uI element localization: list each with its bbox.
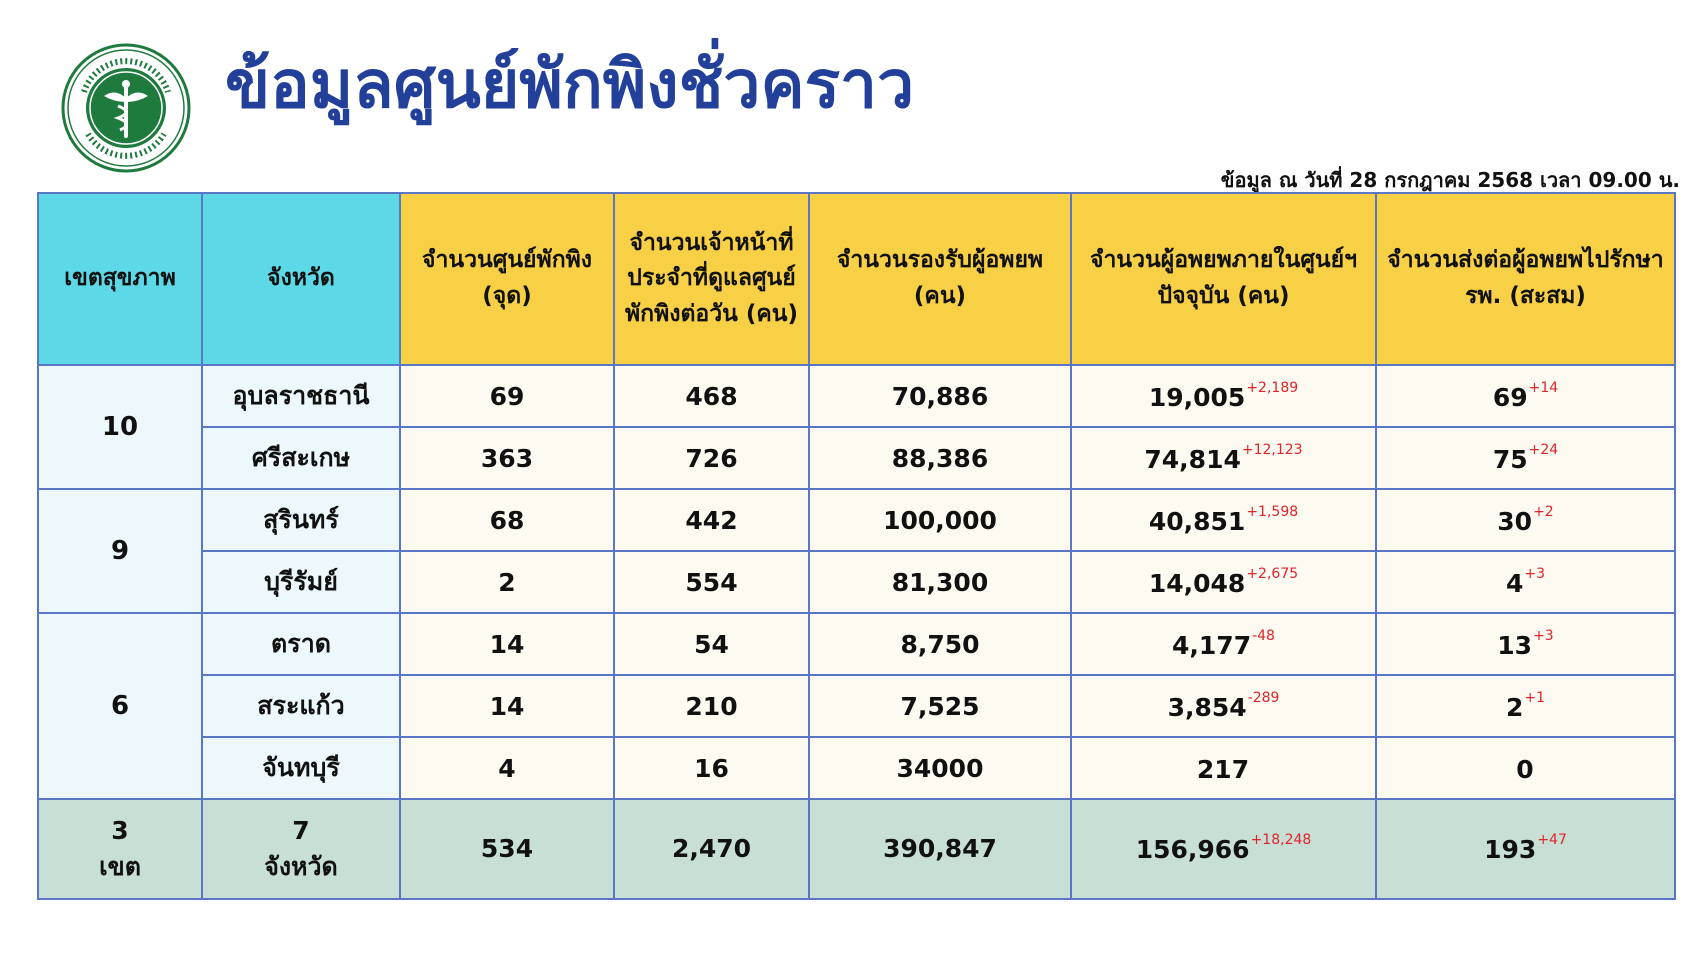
evacuees-cell (1071, 489, 1376, 551)
staff-cell: 16 (614, 737, 809, 799)
evacuees-delta: +1,598 (1246, 504, 1299, 520)
total-referrals-cell (1376, 799, 1675, 899)
ministry-logo-icon (60, 42, 192, 174)
referrals-value: 0 (1516, 755, 1534, 784)
evacuees-cell (1071, 613, 1376, 675)
header-evacuees: จำนวนผู้อพยพภายในศูนย์ฯปัจจุบัน (คน) (1071, 193, 1376, 365)
capacity-cell: 70,886 (809, 365, 1071, 427)
referrals-cell (1376, 551, 1675, 613)
table-row (38, 489, 1675, 551)
staff-cell: 442 (614, 489, 809, 551)
province-cell: สุรินทร์ (202, 489, 400, 551)
table-row (38, 427, 1675, 489)
evacuees-cell (1071, 675, 1376, 737)
total-evacuees-value: 156,966 (1135, 834, 1250, 864)
referrals-cell (1376, 737, 1675, 799)
referrals-value: 4 (1505, 569, 1524, 598)
referrals-value: 69 (1492, 383, 1528, 412)
evacuees-value: 74,814 (1144, 445, 1241, 474)
table-row (38, 365, 1675, 427)
region-cell: 10 (38, 365, 202, 489)
table-row (38, 737, 1675, 799)
total-region-count: 3 (111, 815, 129, 845)
total-region-cell (38, 799, 202, 899)
evacuees-cell (1071, 551, 1376, 613)
referrals-delta: +3 (1533, 628, 1554, 644)
referrals-delta: +24 (1528, 442, 1559, 458)
region-cell: 6 (38, 613, 202, 799)
evacuees-cell (1071, 365, 1376, 427)
total-referrals-value: 193 (1484, 834, 1537, 864)
evacuees-cell (1071, 427, 1376, 489)
total-evacuees-cell (1071, 799, 1376, 899)
evacuees-delta: +12,123 (1241, 442, 1303, 458)
region-cell: 9 (38, 489, 202, 613)
referrals-value: 13 (1497, 631, 1533, 660)
shelters-cell: 363 (400, 427, 614, 489)
total-shelters-cell: 534 (400, 799, 614, 899)
referrals-cell (1376, 489, 1675, 551)
referrals-value: 2 (1505, 693, 1524, 722)
shelter-data-table (37, 192, 1676, 900)
header-province: จังหวัด (202, 193, 400, 365)
evacuees-value: 14,048 (1148, 569, 1246, 598)
page-title: ข้อมูลศูนย์พักพิงชั่วคราว (225, 46, 915, 123)
province-cell: ตราด (202, 613, 400, 675)
province-cell: ศรีสะเกษ (202, 427, 400, 489)
evacuees-value: 3,854 (1167, 693, 1247, 722)
table-row (38, 551, 1675, 613)
staff-cell: 726 (614, 427, 809, 489)
evacuees-value: 217 (1196, 755, 1250, 784)
referrals-cell (1376, 613, 1675, 675)
evacuees-delta: -48 (1252, 628, 1275, 644)
staff-cell: 468 (614, 365, 809, 427)
total-row (38, 799, 1675, 899)
referrals-value: 30 (1497, 507, 1533, 536)
total-region-unit: เขต (99, 852, 141, 881)
total-evacuees-delta: +18,248 (1250, 831, 1312, 848)
total-referrals-delta: +47 (1537, 831, 1567, 848)
province-cell: จันทบุรี (202, 737, 400, 799)
staff-cell: 554 (614, 551, 809, 613)
header-shelters: จำนวนศูนย์พักพิง (จุด) (400, 193, 614, 365)
total-province-count: 7 (292, 815, 310, 845)
shelters-cell: 4 (400, 737, 614, 799)
data-timestamp: ข้อมูล ณ วันที่ 28 กรกฎาคม 2568 เวลา 09.00 น. (1220, 168, 1680, 192)
capacity-cell: 88,386 (809, 427, 1071, 489)
shelters-cell: 2 (400, 551, 614, 613)
referrals-cell (1376, 427, 1675, 489)
referrals-cell (1376, 675, 1675, 737)
referrals-value: 75 (1492, 445, 1528, 474)
province-cell: บุรีรัมย์ (202, 551, 400, 613)
evacuees-value: 4,177 (1172, 631, 1252, 660)
shelters-cell: 14 (400, 675, 614, 737)
province-cell: อุบลราชธานี (202, 365, 400, 427)
shelters-cell: 14 (400, 613, 614, 675)
capacity-cell: 34000 (809, 737, 1071, 799)
header-referrals: จำนวนส่งต่อผู้อพยพไปรักษา รพ. (สะสม) (1376, 193, 1675, 365)
staff-cell: 54 (614, 613, 809, 675)
capacity-cell: 8,750 (809, 613, 1071, 675)
total-province-unit: จังหวัด (264, 852, 338, 881)
header-staff: จำนวนเจ้าหน้าที่ประจำที่ดูแลศูนย์พักพิงต่อวัน (คน) (614, 193, 809, 365)
shelters-cell: 68 (400, 489, 614, 551)
header-capacity: จำนวนรองรับผู้อพยพ (คน) (809, 193, 1071, 365)
evacuees-cell (1071, 737, 1376, 799)
shelters-cell: 69 (400, 365, 614, 427)
capacity-cell: 7,525 (809, 675, 1071, 737)
capacity-cell: 81,300 (809, 551, 1071, 613)
total-staff-cell: 2,470 (614, 799, 809, 899)
total-province-cell (202, 799, 400, 899)
referrals-delta: +2 (1533, 504, 1554, 520)
evacuees-value: 19,005 (1148, 383, 1246, 412)
referrals-delta: +14 (1528, 380, 1559, 396)
referrals-delta: +3 (1524, 566, 1546, 582)
evacuees-delta: -289 (1247, 690, 1280, 706)
province-cell: สระแก้ว (202, 675, 400, 737)
table-row (38, 675, 1675, 737)
referrals-cell (1376, 365, 1675, 427)
evacuees-delta: +2,189 (1246, 380, 1299, 396)
evacuees-value: 40,851 (1148, 507, 1246, 536)
staff-cell: 210 (614, 675, 809, 737)
referrals-delta: +1 (1524, 690, 1546, 706)
table-header-row (38, 193, 1675, 365)
table-row (38, 613, 1675, 675)
total-capacity-cell: 390,847 (809, 799, 1071, 899)
evacuees-delta: +2,675 (1246, 566, 1299, 582)
capacity-cell: 100,000 (809, 489, 1071, 551)
header-region: เขตสุขภาพ (38, 193, 202, 365)
